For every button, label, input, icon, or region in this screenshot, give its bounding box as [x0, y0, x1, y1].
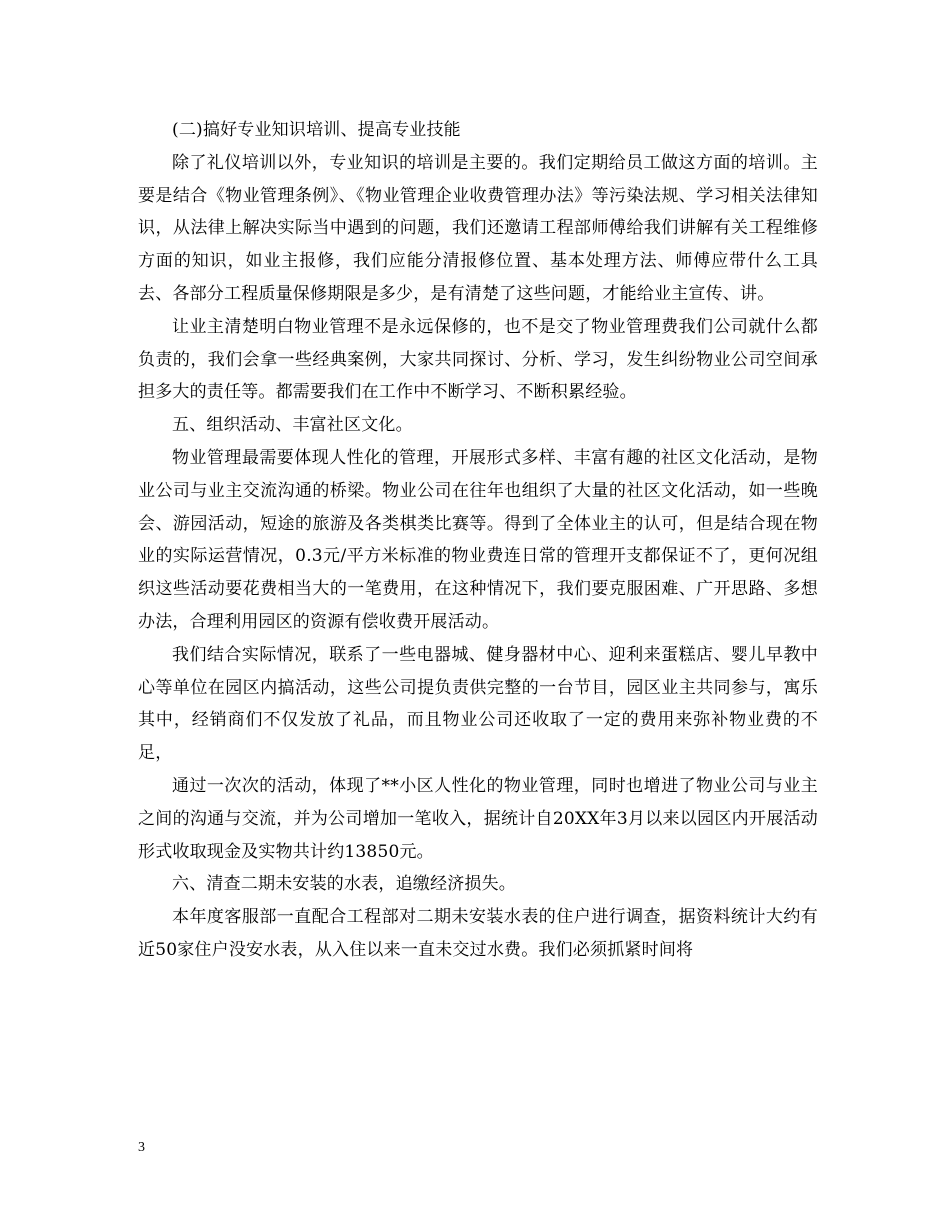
paragraph-water-meter-survey: 本年度客服部一直配合工程部对二期未安装水表的住户进行调查，据资料统计大约有近50家住户没安水表，从入住以来一直未交过水费。我们必须抓紧时间将: [138, 907, 818, 960]
paragraph-community-culture: 物业管理最需要体现人性化的管理，开展形式多样、丰富有趣的社区文化活动，是物业公司与业主交流沟通的桥梁。物业公司在往年也组织了大量的社区文化活动，如一些晚会、游园活动，短途的旅游及各类棋类比赛等。得到了全体业主的认可，但是结合现在物业的实际运营情况，0.3元/平方米标准的物业费连日常的管理开支都保证不了，更何况组织这些活动要花费相当大的一笔费用，在这种情况下，我们要克服困难、广开思路、多想办法，合理利用园区的资源有偿收费开展活动。: [138, 447, 818, 632]
paragraph-partner-events: 我们结合实际情况，联系了一些电器城、健身器材中心、迎利来蛋糕店、婴儿早教中心等单位在园区内搞活动，这些公司提负责供完整的一台节目，园区业主共同参与，寓乐其中，经销商们不仅发放了礼品，而且物业公司还收取了一定的费用来弥补物业费的不足，: [138, 644, 818, 764]
paragraph-activity-results: 通过一次次的活动，体现了**小区人性化的物业管理，同时也增进了物业公司与业主之间的沟通与交流，并为公司增加一笔收入，据统计自20XX年3月以来以园区内开展活动形式收取现金及实物共计约13850元。: [138, 775, 818, 862]
paragraph-professional-training: 除了礼仪培训以外，专业知识的培训是主要的。我们定期给员工做这方面的培训。主要是结合《物业管理条例》、《物业管理企业收费管理办法》等污染法规、学习相关法律知识，从法律上解决实际当中遇到的问题，我们还邀请工程部师傅给我们讲解有关工程维修方面的知识，如业主报修，我们应能分清报修位置、基本处理方法、师傅应带什么工具去、各部分工程质量保修期限是多少，是有清楚了这些问题，才能给业主宣传、讲。: [138, 152, 818, 304]
section-heading-water-meters: 六、清查二期未安装的水表，追缴经济损失。: [172, 874, 516, 895]
section-heading-activities: 五、组织活动、丰富社区文化。: [172, 415, 413, 436]
section-heading-training: (二)搞好专业知识培训、提高专业技能: [172, 120, 461, 140]
document-body: [138, 114, 818, 967]
page-number: 3: [138, 1140, 145, 1155]
paragraph-owner-understanding: 让业主清楚明白物业管理不是永远保修的，也不是交了物业管理费我们公司就什么都负责的，我们会拿一些经典案例，大家共同探讨、分析、学习，发生纠纷物业公司空间承担多大的责任等。都需要我们在工作中不断学习、不断积累经验。: [138, 316, 818, 403]
